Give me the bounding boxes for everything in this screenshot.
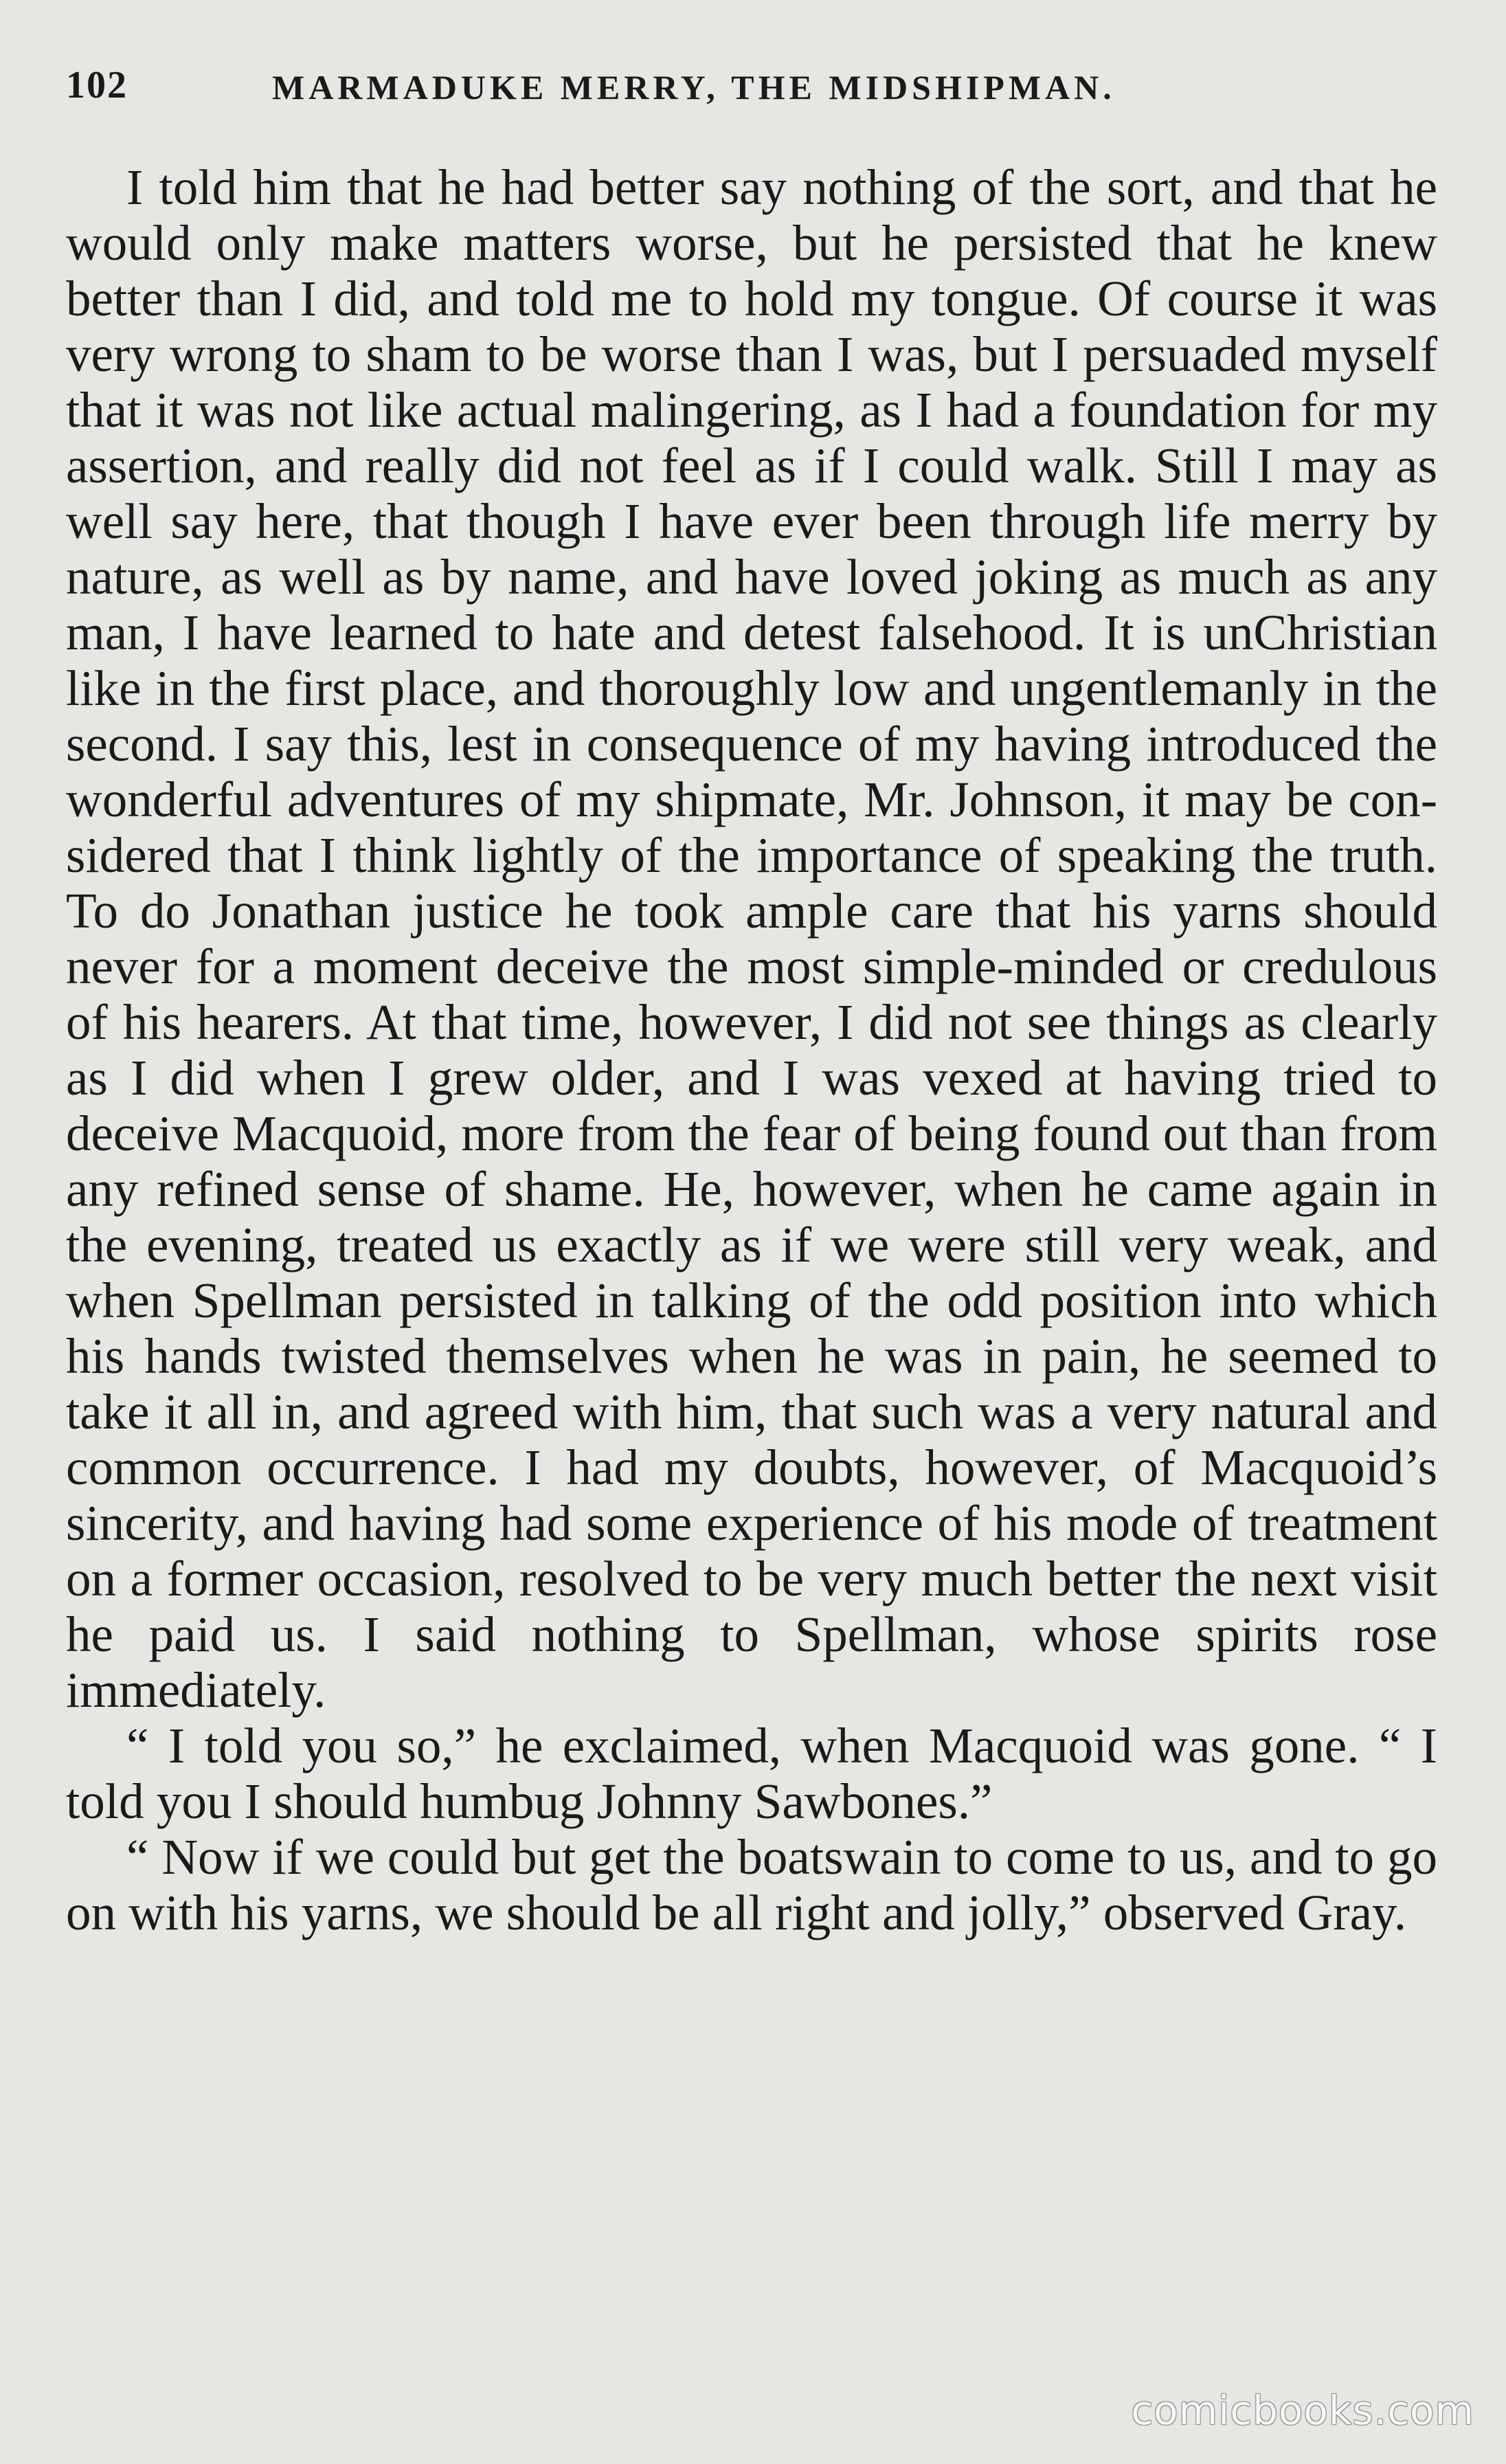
- body-text: [66, 159, 1437, 1940]
- watermark: comicbooks.com: [1131, 2387, 1474, 2434]
- running-head: MARMADUKE MERRY, THE MIDSHIPMAN.: [272, 68, 1116, 107]
- paragraph: “ I told you so,” he exclaimed, when Macquoid was gone. “ I told you I should humbug Johnny Sawbones.”: [66, 1718, 1437, 1829]
- paragraph: I told him that he had better say nothing of the sort, and that he would only make matters worse, but he persisted that he knew better than I did, and told me to hold my tongue. Of course it was very wrong to sham to be worse than I was, but I persuaded myself that it was not like actual malingering, as I had a foundation for my assertion, and really did not feel as if I could walk. Still I may as well say here, that though I have ever been through life merry by nature, as well as by name, and have loved joking as much as any man, I have learned to hate and detest falsehood. It is unChristian like in the first place, and thoroughly low and ungentlemanly in the second. I say this, lest in consequence of my having introduced the wonderful adventures of my shipmate, Mr. Johnson, it may be considered that I think lightly of the importance of speaking the truth. To do Jonathan justice he took ample care that his yarns should never for a moment deceive the most simple-minded or credulous of his hearers. At that time, however, I did not see things as clearly as I did when I grew older, and I was vexed at having tried to deceive Macquoid, more from the fear of being found out than from any refined sense of shame. He, however, when he came again in the evening, treated us exactly as if we were still very weak, and when Spellman persisted in talking of the odd position into which his hands twisted themselves when he was in pain, he seemed to take it all in, and agreed with him, that such was a very natural and common occurrence. I had my doubts, however, of Macquoid’s sincerity, and having had some experience of his mode of treatment on a former occasion, resolved to be very much better the next visit he paid us. I said nothing to Spellman, whose spirits rose immediately.: [66, 159, 1437, 1718]
- page-header: [66, 63, 1440, 118]
- page-number: 102: [66, 64, 128, 107]
- paragraph: “ Now if we could but get the boatswain to come to us, and to go on with his yarns, we should be all right and jolly,” observed Gray.: [66, 1829, 1437, 1940]
